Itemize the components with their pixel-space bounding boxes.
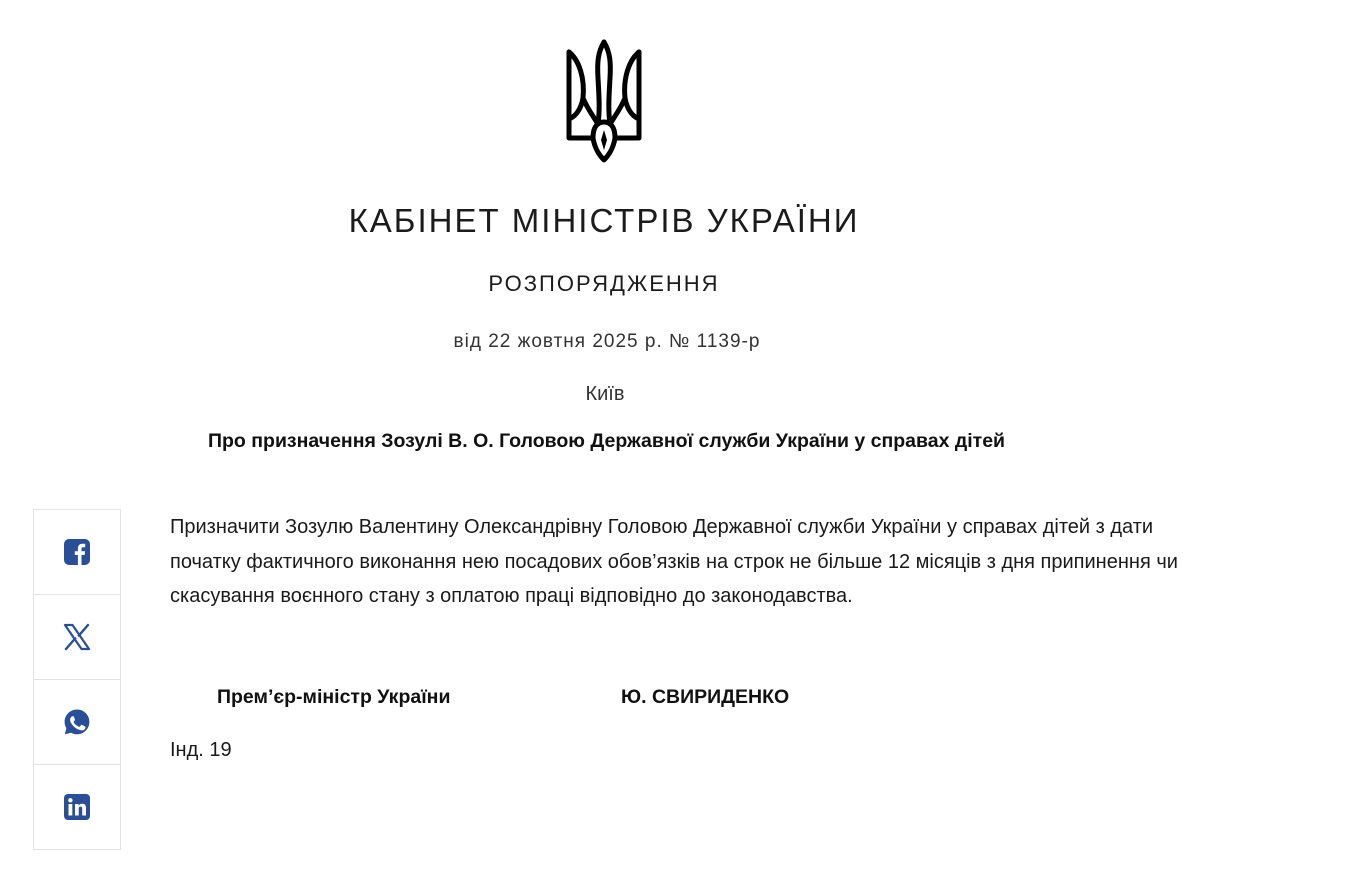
share-linkedin-button[interactable]	[34, 765, 120, 849]
share-bar	[33, 509, 121, 850]
document-index: Інд. 19	[170, 739, 232, 761]
share-facebook-button[interactable]	[34, 510, 120, 595]
signature-role: Прем’єр-міністр України	[217, 686, 451, 708]
linkedin-icon	[63, 793, 91, 821]
signature-name: Ю. СВИРИДЕНКО	[621, 686, 790, 708]
document-body: Призначити Зозулю Валентину Олександрівну Головою Державної служби України у справах дітей з дати початку фактичного виконання нею посадових обов’язків на строк не більше 12 місяців з дня припинення чи скасування воєнного стану з оплатою праці відповідно до законодавства.	[170, 516, 1178, 607]
share-x-button[interactable]	[34, 595, 120, 680]
document-date-number: від 22 жовтня 2025 р. № 1139-р	[453, 331, 761, 352]
cabinet-title: КАБІНЕТ МІНІСТРІВ УКРАЇНИ	[348, 202, 860, 239]
share-whatsapp-button[interactable]	[34, 680, 120, 765]
trident-coat-of-arms-icon	[565, 38, 643, 164]
document-type: РОЗПОРЯДЖЕННЯ	[488, 271, 720, 296]
facebook-icon	[63, 538, 91, 566]
document-subject: Про призначення Зозулі В. О. Головою Державної служби України у справах дітей	[208, 430, 1006, 452]
whatsapp-icon	[63, 708, 91, 736]
x-twitter-icon	[63, 623, 91, 651]
document-city: Київ	[585, 383, 625, 405]
